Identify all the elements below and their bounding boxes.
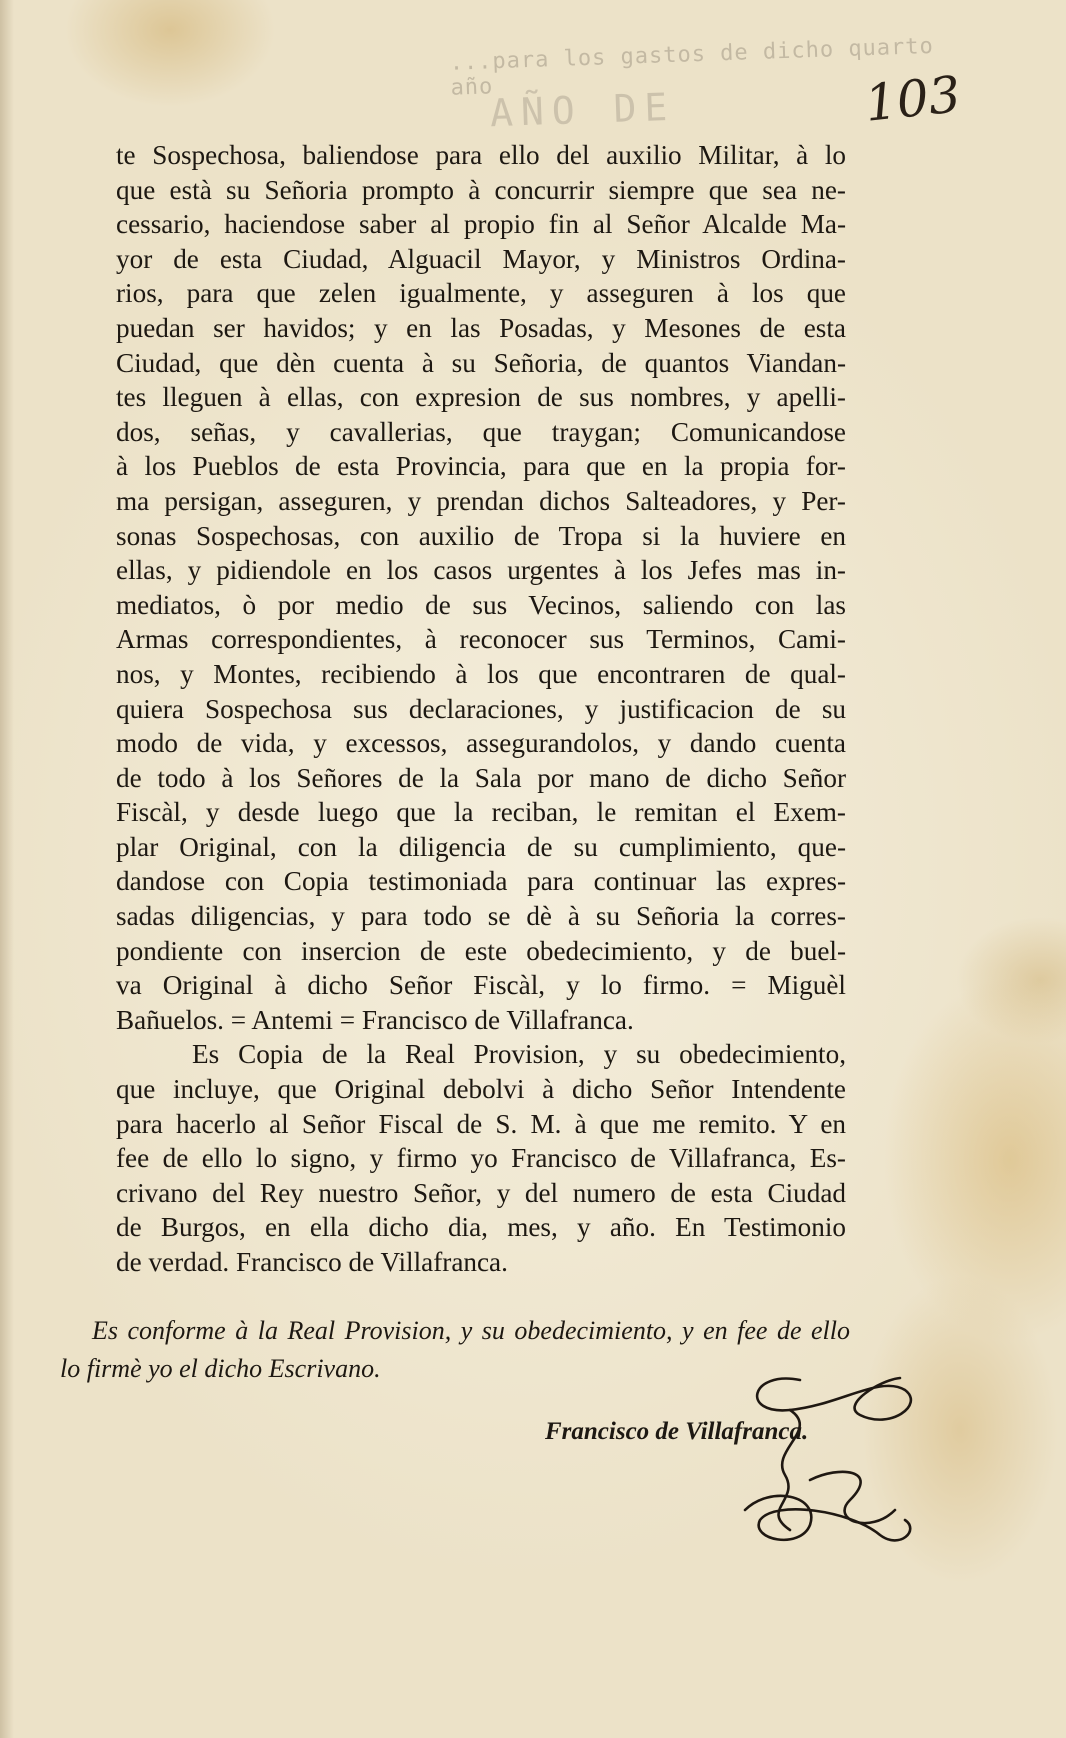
body-line: va Original à dicho Señor Fiscàl, y lo firmo. = Miguèl <box>116 970 846 1001</box>
body-line: mediatos, ò por medio de sus Vecinos, saliendo con las <box>116 589 846 620</box>
body-line: sadas diligencias, y para todo se dè à su Señoria la corres- <box>116 901 846 932</box>
body-line: pondiente con insercion de este obedecimiento, y de buel- <box>116 935 846 966</box>
body-line: ellas, y pidiendole en los casos urgentes à los Jefes mas in- <box>116 555 846 586</box>
body-line: Armas correspondientes, à reconocer sus Terminos, Cami- <box>116 624 846 655</box>
body-line: nos, y Montes, recibiendo à los que encontraren de qual- <box>116 658 846 689</box>
conforme-line-1: Es conforme à la Real Provision, y su obedecimiento, y en fee de ello <box>92 1316 850 1345</box>
stamp-line-1: ...para los gastos de dicho quarto año <box>449 33 935 101</box>
page-edge-shadow <box>0 0 14 1738</box>
body-line: que està su Señoria prompto à concurrir siempre que sea ne- <box>116 174 846 205</box>
body-line: de todo à los Señores de la Sala por mano de dicho Señor <box>116 762 846 793</box>
conforme-line-2: lo firmè yo el dicho Escrivano. <box>60 1354 381 1383</box>
body-line: te Sospechosa, baliendose para ello del auxilio Militar, à lo <box>116 140 846 170</box>
body-line: ma persigan, asseguren, y prendan dichos Salteadores, y Per- <box>116 485 846 516</box>
body-line: Bañuelos. = Antemi = Francisco de Villafranca. <box>116 1004 634 1035</box>
body-line: sonas Sospechosas, con auxilio de Tropa si la huviere en <box>116 520 846 551</box>
copia-line: para hacerlo al Señor Fiscal de S. M. à que me remito. Y en <box>116 1108 846 1139</box>
body-line: Fiscàl, y desde luego que la reciban, le remitan el Exem- <box>116 797 846 828</box>
body-line: Ciudad, que dèn cuenta à su Señoria, de quantos Viandan- <box>116 347 846 378</box>
copia-line: crivano del Rey nuestro Señor, y del numero de esta Ciudad <box>116 1177 846 1208</box>
body-line: tes lleguen à ellas, con expresion de sus nombres, y apelli- <box>116 382 846 413</box>
body-line: modo de vida, y excessos, assegurandolos, y dando cuenta <box>116 728 846 759</box>
body-line: cessario, haciendose saber al propio fin al Señor Alcalde Ma- <box>116 209 846 240</box>
stamp-line-2: AÑO DE <box>489 84 676 136</box>
copia-line: que incluye, que Original debolvi à dicho Señor Intendente <box>116 1074 846 1105</box>
copia-line: de verdad. Francisco de Villafranca. <box>116 1247 508 1277</box>
copia-line: Es Copia de la Real Provision, y su obedecimiento, <box>192 1039 846 1070</box>
body-line: yor de esta Ciudad, Alguacil Mayor, y Ministros Ordina- <box>116 243 846 274</box>
copia-line: de Burgos, en ella dicho dia, mes, y año. En Testimonio <box>116 1212 846 1243</box>
folio-number: 103 <box>862 65 964 133</box>
body-line: puedan ser havidos; y en las Posadas, y Mesones de esta <box>116 312 846 343</box>
body-line: dos, señas, y cavallerias, que traygan; Comunicandose <box>116 416 846 447</box>
body-line: à los Pueblos de esta Provincia, para que en la propia for- <box>116 451 846 482</box>
body-line: plar Original, con la diligencia de su cumplimiento, que- <box>116 831 846 862</box>
body-line: dandose con Copia testimoniada para continuar las expres- <box>116 866 846 897</box>
signature-name: Francisco de Villafranca. <box>545 1418 809 1445</box>
rubric-flourish-icon <box>730 1360 930 1570</box>
body-line: rios, para que zelen igualmente, y asseguren à los que <box>116 278 846 309</box>
copia-line: fee de ello lo signo, y firmo yo Francisco de Villafranca, Es- <box>116 1143 846 1174</box>
body-text <box>116 138 846 1280</box>
body-line: quiera Sospechosa sus declaraciones, y justificacion de su <box>116 693 846 724</box>
